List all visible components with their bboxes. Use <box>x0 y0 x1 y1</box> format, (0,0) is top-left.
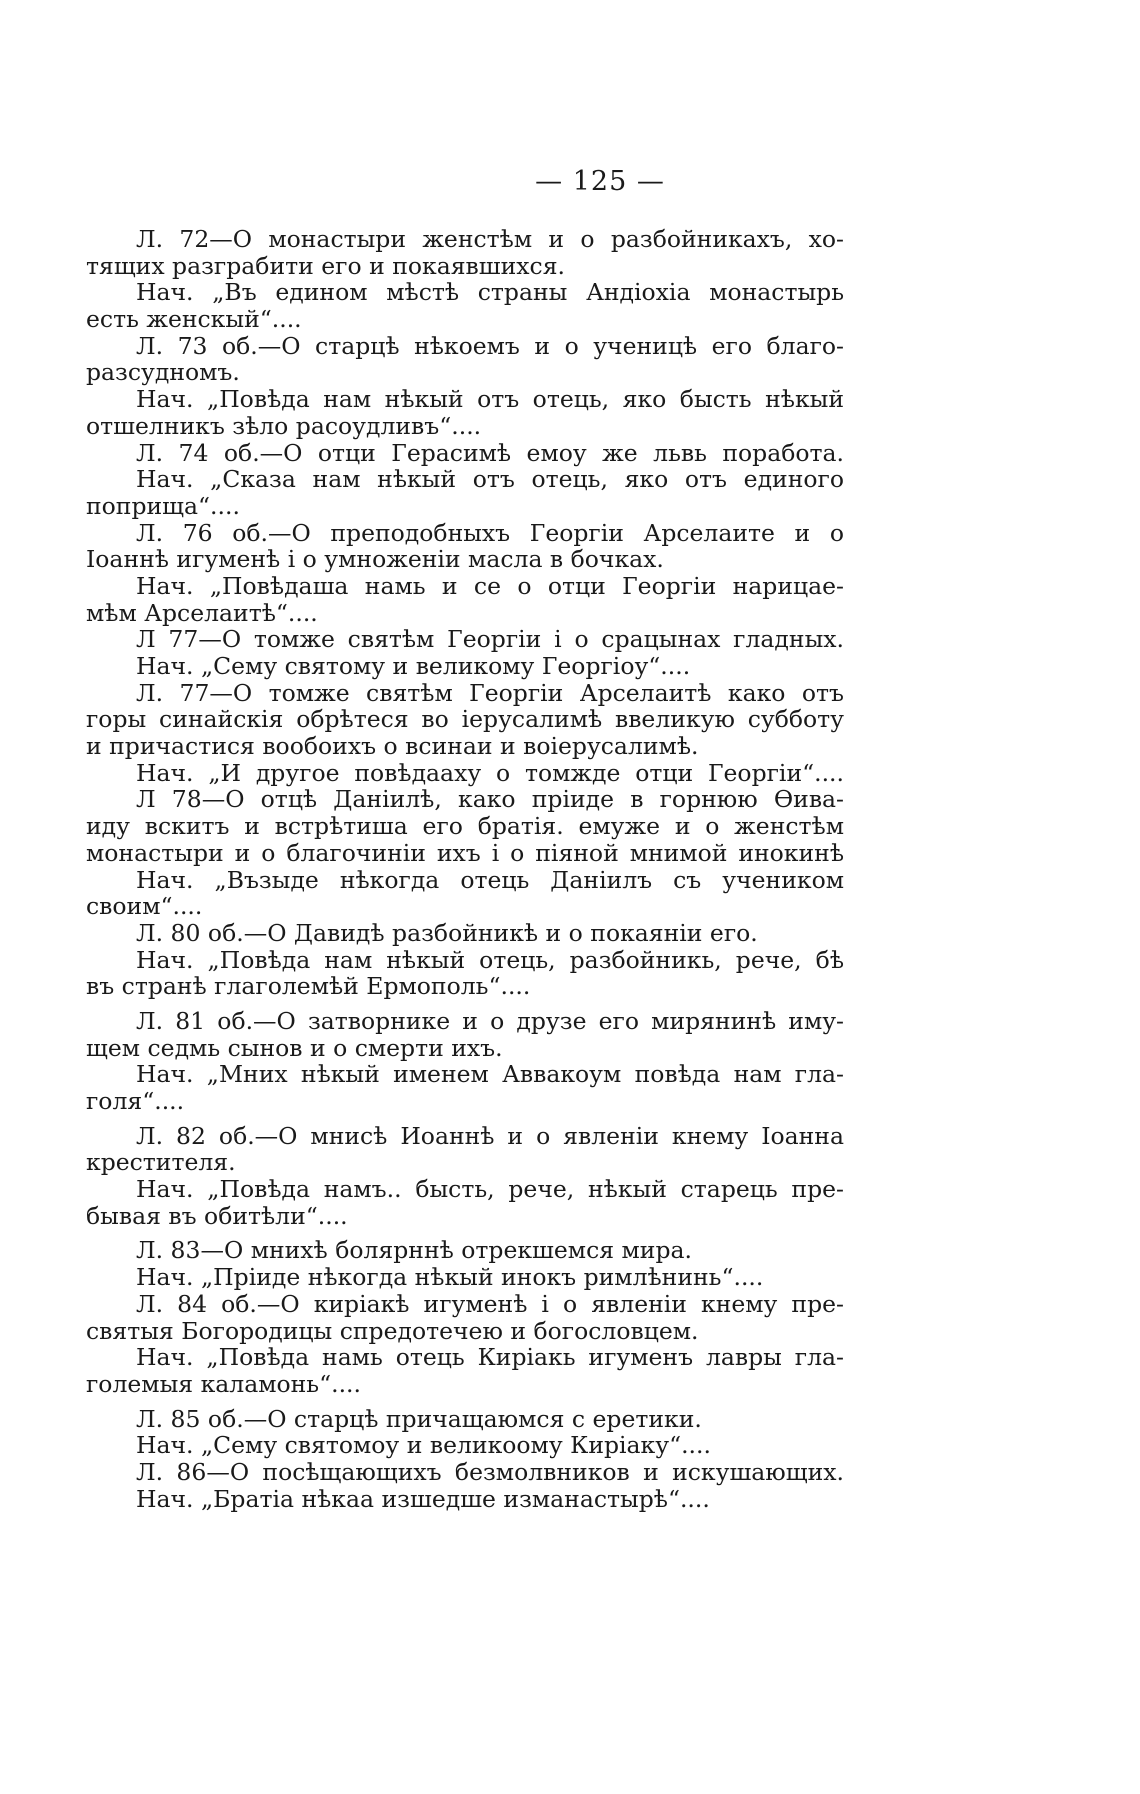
text-line: Нач. „Братіа нѣкаа изшедше изманастырѣ“.... <box>136 1484 710 1513</box>
text-line: Л. 86—О посѣщающихъ безмолвников и искушающих. <box>136 1457 844 1486</box>
text-line: Л. 83—О мнихѣ болярннѣ отрекшемся мира. <box>136 1236 692 1265</box>
text-line: поприща“.... <box>86 491 240 520</box>
text-line: иду вскитъ и встрѣтиша его братія. емуже и о женстѣм <box>86 812 844 841</box>
text-line: разсудномъ. <box>86 358 240 387</box>
text-line: Нач. „Сказа нам нѣкый отъ отець, яко отъ единого <box>136 465 844 494</box>
text-line: Нач. „Повѣда нам нѣкый отъ отець, яко бысть нѣкый <box>136 385 844 414</box>
text-line: есть женскый“.... <box>86 305 302 334</box>
text-line: отшелникъ зѣло расоудливъ“.... <box>86 411 482 440</box>
text-line: Л 77—О томже святѣм Георгіи і о срацынах гладных. <box>136 625 844 654</box>
text-line: Нач. „Повѣда намъ.. бысть, рече, нѣкый старець пре- <box>136 1175 844 1204</box>
text-line: Л. 84 об.—О киріакѣ игуменѣ і о явленіи кнему пре- <box>136 1289 844 1318</box>
text-line: и причастися вообоихъ о всинаи и воіерусалимѣ. <box>86 732 699 761</box>
text-line: Нач. „Възыде нѣкогда отець Даніилъ съ учеником <box>136 865 844 894</box>
page-number: — 125 — <box>535 166 665 197</box>
text-line: Нач. „Мних нѣкый именем Аввакоум повѣда нам гла- <box>136 1060 844 1089</box>
text-line: Нач. „Сему святому и великому Георгіоу“.... <box>136 652 691 680</box>
text-line: Нач. „Повѣдаша намь и се о отци Георгіи нарицае- <box>136 571 844 600</box>
text-line: своим“.... <box>86 892 203 921</box>
text-line: Нач. „Сему святомоу и великоому Киріаку“.... <box>136 1431 711 1460</box>
text-line: монастыри и о благочиніи ихъ і о піяной мнимой инокинѣ <box>86 838 844 867</box>
text-line: Нач. „Въ едином мѣстѣ страны Андіохіа монастырь <box>136 278 844 307</box>
text-line: Нач. „Повѣда нам нѣкый отець, разбойникь, рече, бѣ <box>136 945 844 974</box>
text-line: Л. 81 об.—О затворнике и о друзе его мирянинѣ иму- <box>136 1006 844 1035</box>
text-line: щем седмь сынов и о смерти ихъ. <box>86 1033 503 1062</box>
text-line: Л. 82 об.—О мнисѣ Иоаннѣ и о явленіи кнему Іоанна <box>136 1121 844 1150</box>
text-line: Л 78—О отцѣ Даніилѣ, како пріиде в горнюю Өива- <box>136 785 844 814</box>
text-line: големыя каламонь“.... <box>86 1369 361 1398</box>
text-line: Нач. „Повѣда намь отець Киріакь игуменъ лавры гла- <box>136 1343 844 1372</box>
text-line: Л. 85 об.—О старцѣ причащаюмся с еретики. <box>136 1404 702 1433</box>
catalog-text <box>86 226 844 1512</box>
text-line: Л. 73 об.—О старцѣ нѣкоемъ и о ученицѣ его благо- <box>136 331 844 360</box>
text-line: Нач. „Пріиде нѣкогда нѣкый инокъ римлѣнинь“.... <box>136 1263 764 1292</box>
text-line: Л. 80 об.—О Давидѣ разбойникѣ и о покаяніи его. <box>136 918 758 947</box>
text-line: Л. 77—О томже святѣм Георгіи Арселаитѣ како отъ <box>136 678 844 707</box>
text-line: Л. 72—О монастыри женстѣм и о разбойникахъ, хо- <box>136 225 844 253</box>
text-line: святыя Богородицы спредотечею и богословцем. <box>86 1316 699 1345</box>
text-line: бывая въ обитѣли“.... <box>86 1201 348 1230</box>
text-line: Нач. „И другое повѣдааху о томжде отци Георгіи“.... <box>136 758 844 787</box>
text-line: Іоаннѣ игуменѣ і о умноженіи масла в бочках. <box>86 545 664 574</box>
text-line: крестителя. <box>86 1148 236 1177</box>
text-line: мѣм Арселаитѣ“.... <box>86 598 318 627</box>
text-line: въ странѣ глаголемѣй Ермополь“.... <box>86 972 531 1001</box>
text-line: горы синайскія обрѣтеся во іерусалимѣ ввеликую субботу <box>86 705 844 734</box>
text-line: Л. 74 об.—О отци Герасимѣ емоу же львь поработа. <box>136 438 844 467</box>
text-line: тящих разграбити его и покаявшихся. <box>86 251 565 280</box>
text-line: голя“.... <box>86 1087 185 1115</box>
text-line: Л. 76 об.—О преподобныхъ Георгіи Арселаите и о <box>136 518 844 547</box>
